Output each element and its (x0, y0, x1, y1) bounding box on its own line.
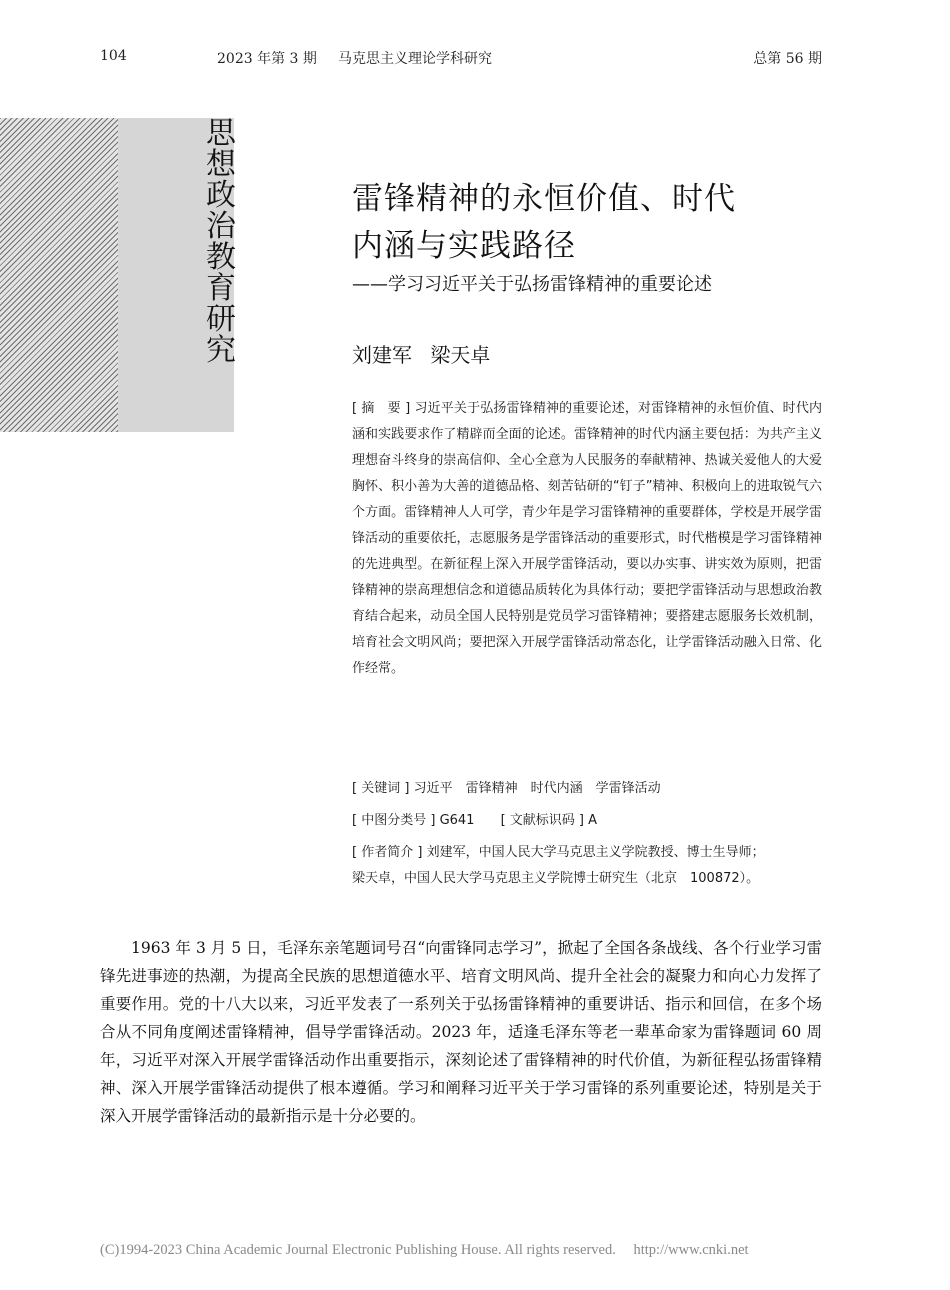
title-line-1: 雷锋精神的永恒价值、时代 (352, 181, 736, 217)
clc-label: [ 中图分类号 ] (352, 813, 436, 828)
article-subtitle: ——学习习近平关于弘扬雷锋精神的重要论述 (352, 274, 712, 295)
abstract-block (352, 396, 822, 682)
doc-code-value: A (588, 813, 598, 828)
copyright-footer (100, 1242, 822, 1259)
body-text (100, 934, 822, 1130)
journal-name: 马克思主义理论学科研究 (338, 51, 492, 67)
keywords-text: 习近平 雷锋精神 时代内涵 学雷锋活动 (413, 781, 661, 796)
section-label: 思想政治教育研究 (206, 116, 236, 368)
body-paragraph: 1963 年 3 月 5 日，毛泽东亲笔题词号召“向雷锋同志学习”，掀起了全国各条战线、各个行业学习雷锋先进事迹的热潮，为提高全民族的思想道德水平、培育文明风尚、提升全社会的凝聚力和向心力发挥了重要作用。党的十八大以来，习近平发表了一系列关于弘扬雷锋精神的重要讲话、指示和回信，在多个场合从不同角度阐述雷锋精神，倡导学雷锋活动。2023 年，适逢毛泽东等老一辈革命家为雷锋题词 60 周年，习近平对深入开展学雷锋活动作出重要指示，深刻论述了雷锋精神的时代价值，为新征程弘扬雷锋精神、深入开展学雷锋活动提供了根本遵循。学习和阐释习近平关于学习雷锋的系列重要论述，特别是关于深入开展学雷锋活动的最新指示是十分必要的。 (100, 939, 822, 1125)
author-info-block (352, 840, 822, 892)
author-info-line-2: 梁天卓，中国人民大学马克思主义学院博士研究生（北京 100872）。 (352, 871, 760, 886)
total-issue-label: 总第 56 期 (753, 51, 822, 67)
abstract-text: 习近平关于弘扬雷锋精神的重要论述，对雷锋精神的永恒价值、时代内涵和实践要求作了精辟而全面的论述。雷锋精神的时代内涵主要包括：为共产主义理想奋斗终身的崇高信仰、全心全意为人民服务的奉献精神、热诚关爱他人的大爱胸怀、积小善为大善的道德品格、刻苦钻研的“钉子”精神、积极向上的进取锐气六个方面。雷锋精神人人可学，青少年是学习雷锋精神的重要群体，学校是开展学雷锋活动的重要依托，志愿服务是学雷锋活动的重要形式，时代楷模是学习雷锋精神的先进典型。在新征程上深入开展学雷锋活动，要以办实事、讲实效为原则，把雷锋精神的崇高理想信念和道德品质转化为具体行动；要把学雷锋活动与思想政治教育结合起来，动员全国人民特别是党员学习雷锋精神；要搭建志愿服务长效机制，培育社会文明风尚；要把深入开展学雷锋活动常态化，让学雷锋活动融入日常、化作经常。 (352, 401, 822, 676)
author-info-label: [ 作者简介 ] (352, 845, 423, 860)
classification-block (352, 808, 822, 834)
abstract-label: [ 摘 要 ] (352, 401, 411, 416)
page-number: 104 (100, 48, 127, 64)
keywords-label: [ 关键词 ] (352, 781, 410, 796)
section-stripe-pattern (0, 118, 118, 432)
title-line-2: 内涵与实践路径 (352, 228, 576, 264)
doc-code-label: [ 文献标识码 ] (500, 813, 585, 828)
article-authors: 刘建军 梁天卓 (352, 343, 491, 367)
clc-value: G641 (439, 813, 475, 828)
author-info-line-1: 刘建军，中国人民大学马克思主义学院教授、博士生导师； (426, 845, 765, 860)
keywords-block (352, 776, 822, 802)
article-title (352, 176, 822, 270)
copyright-text: (C)1994-2023 China Academic Journal Electronic Publishing House. All rights reserved. (100, 1242, 616, 1258)
running-header (100, 48, 822, 70)
issue-label: 2023 年第 3 期 (217, 51, 317, 67)
footer-url: http://www.cnki.net (633, 1242, 749, 1258)
